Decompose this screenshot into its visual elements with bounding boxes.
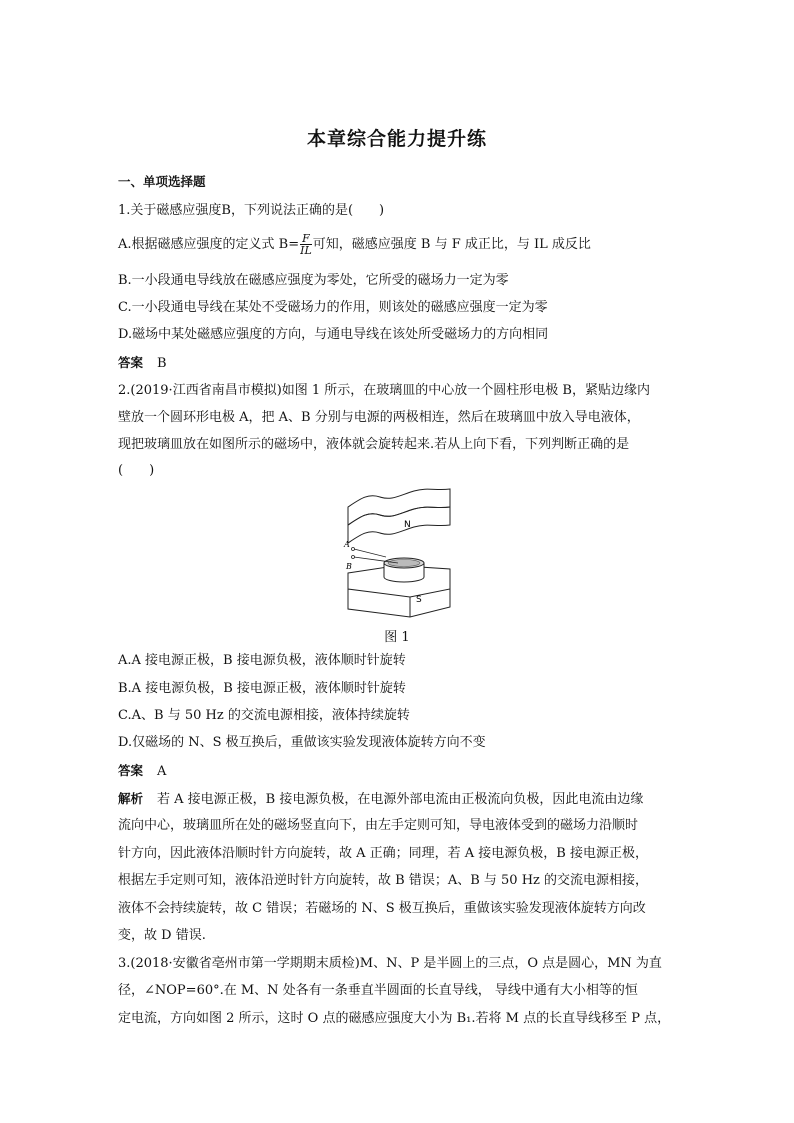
q2-analysis-line5: 液体不会持续旋转，故 C 错误；若磁场的 N、S 极互换后，重做该实验发现液体旋转方向改 [118, 901, 646, 916]
q1-stem: 1.关于磁感应强度B，下列说法正确的是( ) [118, 203, 385, 218]
q2-analysis-line2: 流向中心，玻璃皿所在处的磁场竖直向下，由左手定则可知，导电液体受到的磁场力沿顺时 [118, 818, 639, 833]
q2-analysis-line4: 根据左手定则可知，液体沿逆时针方向旋转，故 B 错误；A、B 与 50 Hz 的交流电源相接， [118, 873, 649, 888]
label-n: N [404, 520, 411, 530]
q1-option-a-pre: A.根据磁感应强度的定义式 B= [118, 237, 300, 252]
section-heading: 一、单项选择题 [118, 174, 206, 189]
q2-analysis-line6: 变，故 D 错误. [118, 928, 206, 943]
q1-option-a [118, 230, 591, 260]
page-title: 本章综合能力提升练 [306, 128, 487, 150]
q2-answer-label: 答案 [118, 763, 144, 778]
q1-answer [118, 355, 167, 372]
q2-stem-line4: ( ) [118, 463, 155, 478]
q1-fraction [300, 233, 312, 256]
q2-option-c: C.A、B 与 50 Hz 的交流电源相接，液体持续旋转 [118, 708, 410, 723]
q1-option-d: D.磁场中某处磁感应强度的方向，与通电导线在该处所受磁场力的方向相同 [118, 327, 549, 342]
q2-option-b: B.A 接电源负极，B 接电源正极，液体顺时针旋转 [118, 681, 406, 696]
q1-option-c: C.一小段通电导线在某处不受磁场力的作用，则该处的磁感应强度一定为零 [118, 300, 548, 315]
q2-stem-line2: 壁放一个圆环形电极 A，把 A、B 分别与电源的两极相连，然后在玻璃皿中放入导电液体， [118, 410, 640, 425]
wire-a [354, 549, 386, 557]
q2-analysis-line1 [118, 791, 643, 808]
label-s: S [416, 595, 422, 605]
q2-analysis-text1: 若 A 接电源正极，B 接电源负极，在电源外部电流由正极流向负极，因此电流由边缘 [157, 792, 644, 807]
q3-line1: 3.(2018·安徽省亳州市第一学期期末质检)M、N、P 是半圆上的三点，O 点是圆心，MN 为直 [118, 956, 662, 971]
q1-option-b: B.一小段通电导线放在磁感应强度为零处，它所受的磁场力一定为零 [118, 273, 509, 288]
q1-option-a-post: 可知，磁感应强度 B 与 F 成正比，与 IL 成反比 [312, 237, 591, 252]
q2-figure [340, 485, 460, 620]
q2-answer [118, 763, 166, 780]
q1-answer-value: B [157, 356, 167, 371]
q2-option-a: A.A 接电源正极，B 接电源负极，液体顺时针旋转 [118, 653, 406, 668]
label-a: A [344, 540, 350, 549]
q3-line3: 定电流，方向如图 2 所示，这时 O 点的磁感应强度大小为 B₁.若将 M 点的长直导线移至 P 点， [118, 1011, 671, 1026]
q2-stem-line1: 2.(2019·江西省南昌市模拟)如图 1 所示，在玻璃皿的中心放一个圆柱形电极 B，紧贴边缘内 [118, 383, 650, 398]
q1-frac-den: IL [300, 244, 312, 257]
q2-answer-value: A [157, 764, 167, 779]
figure-caption: 图 1 [384, 630, 410, 645]
q2-analysis-line3: 针方向，因此液体沿顺时针方向旋转，故 A 正确；同理，若 A 接电源负极，B 接电源正极， [118, 846, 648, 861]
q2-stem-line3: 现把玻璃皿放在如图所示的磁场中，液体就会旋转起来.若从上向下看，下列判断正确的是 [118, 437, 630, 452]
q3-line2: 径，∠NOP=60°.在 M、N 处各有一条垂直半圆面的长直导线， 导线中通有大小相等的恒 [118, 983, 638, 998]
label-b: B [346, 562, 352, 571]
q2-analysis-label: 解析 [118, 791, 144, 806]
q2-option-d: D.仅磁场的 N、S 极互换后，重做该实验发现液体旋转方向不变 [118, 735, 486, 750]
q1-frac-num: F [300, 233, 312, 245]
q1-answer-label: 答案 [118, 355, 144, 370]
